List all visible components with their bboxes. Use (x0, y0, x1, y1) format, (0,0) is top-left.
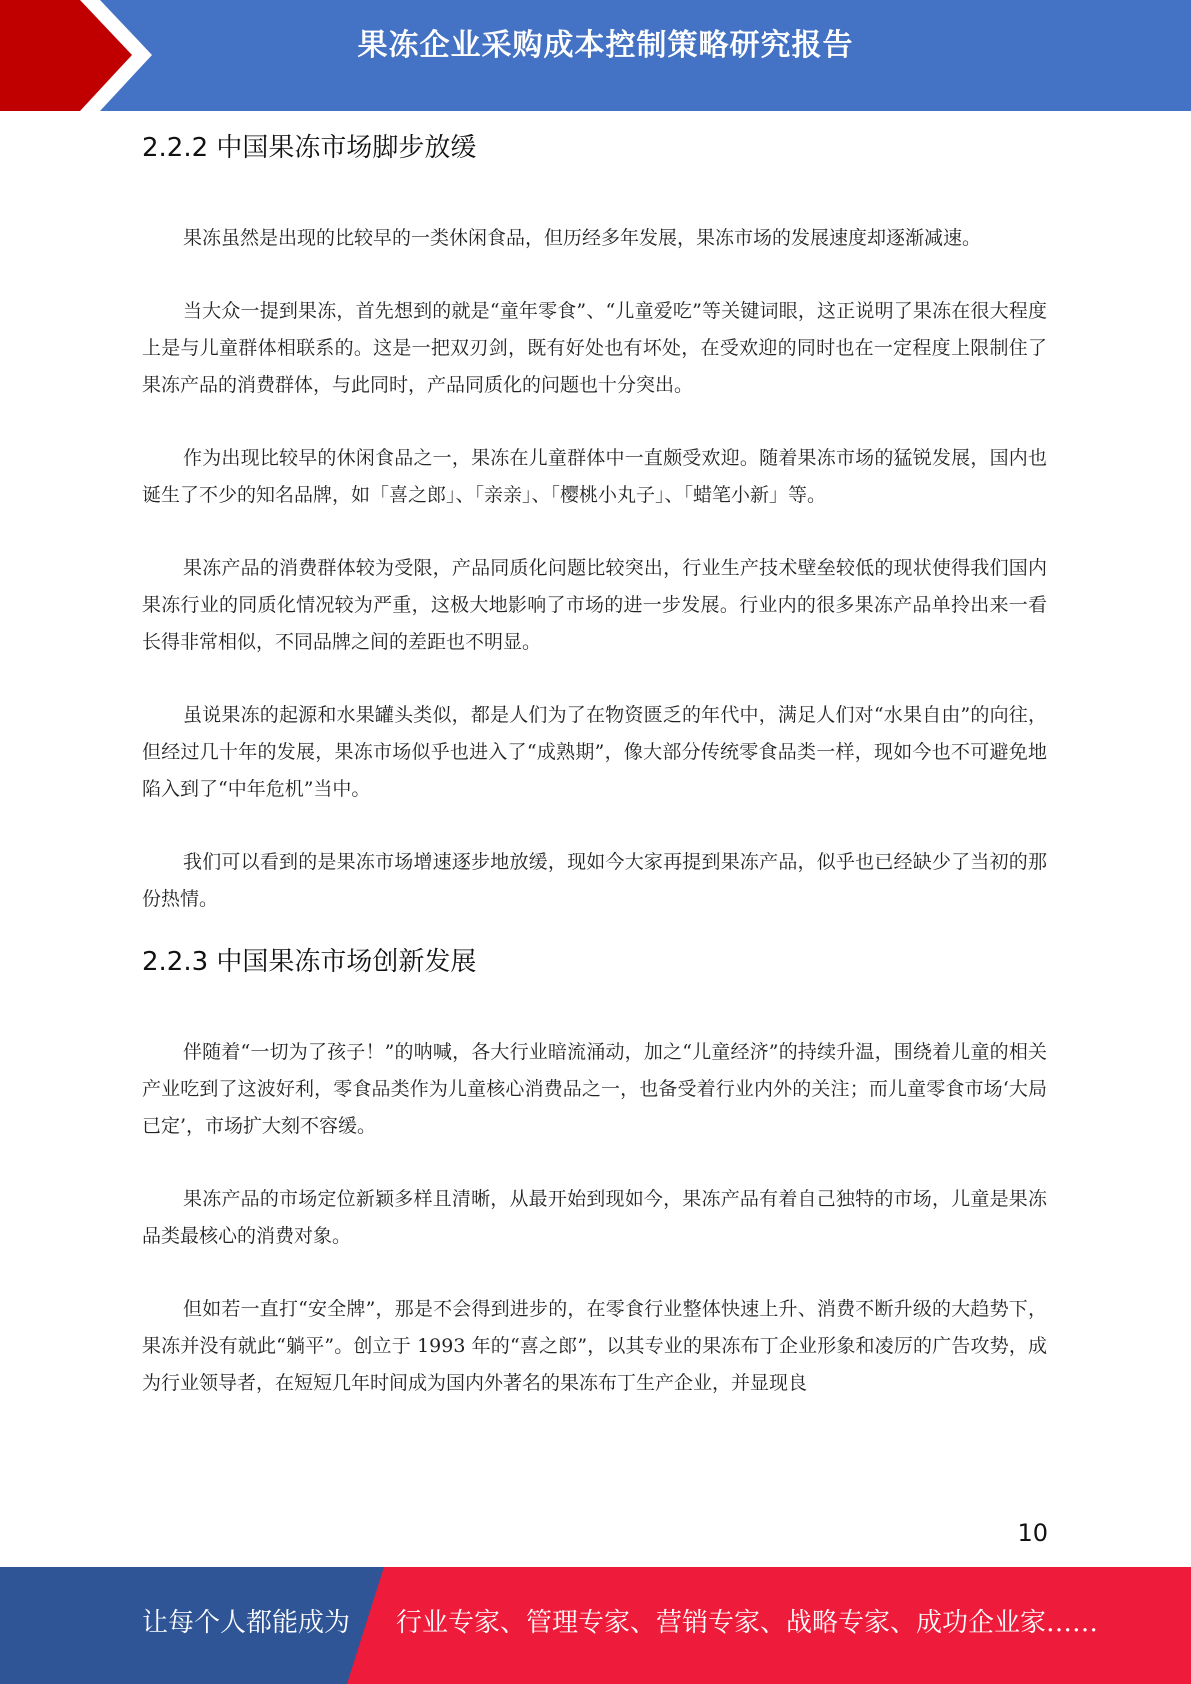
paragraph: 果冻虽然是出现的比较早的一类休闲食品，但历经多年发展，果冻市场的发展速度却逐渐减速。 (183, 227, 982, 249)
paragraph: 伴随着“一切为了孩子！”的呐喊，各大行业暗流涌动，加之“儿童经济”的持续升温，围绕着儿童的相关产业吃到了这波好利，零食品类作为儿童核心消费品之一，也备受着行业内外的关注；而儿童零食市场‘大局已定’，市场扩大刻不容缓。 (142, 1041, 1047, 1137)
page-header (0, 0, 1191, 111)
paragraph: 作为出现比较早的休闲食品之一，果冻在儿童群体中一直颇受欢迎。随着果冻市场的猛锐发展，国内也诞生了不少的知名品牌，如「喜之郎」、「亲亲」、「樱桃小丸子」、「蜡笔小新」等。 (142, 447, 1047, 506)
section-market-innovation (142, 942, 1047, 1402)
paragraph: 虽说果冻的起源和水果罐头类似，都是人们为了在物资匮乏的年代中，满足人们对“水果自由”的向往，但经过几十年的发展，果冻市场似乎也进入了“成熟期”，像大部分传统零食品类一样，现如今也不可避免地陷入到了“中年危机”当中。 (142, 704, 1047, 800)
paragraph: 但如若一直打“安全牌”，那是不会得到进步的，在零食行业整体快速上升、消费不断升级的大趋势下，果冻并没有就此“躺平”。创立于 1993 年的“喜之郎”，以其专业的果冻布丁企业形象和凌厉的广告攻势，成为行业领导者，在短短几年时间成为国内外著名的果冻布丁生产企业，并显现良 (142, 1298, 1047, 1394)
paragraph: 我们可以看到的是果冻市场增速逐步地放缓，现如今大家再提到果冻产品，似乎也已经缺少了当初的那份热情。 (142, 851, 1047, 910)
section-heading: 2.2.2 中国果冻市场脚步放缓 (142, 133, 477, 163)
paragraph: 果冻产品的消费群体较为受限，产品同质化问题比较突出，行业生产技术壁垒较低的现状使得我们国内果冻行业的同质化情况较为严重，这极大地影响了市场的进一步发展。行业内的很多果冻产品单拎出来一看长得非常相似，不同品牌之间的差距也不明显。 (142, 557, 1047, 653)
section-market-slowdown (142, 128, 1047, 918)
section-heading: 2.2.3 中国果冻市场创新发展 (142, 947, 477, 977)
footer-slogan-left: 让每个人都能成为 (142, 1608, 351, 1638)
page-content (142, 128, 1047, 1438)
paragraph: 当大众一提到果冻，首先想到的就是“童年零食”、“儿童爱吃”等关键词眼，这正说明了果冻在很大程度上是与儿童群体相联系的。这是一把双刃剑，既有好处也有坏处，在受欢迎的同时也在一定程度上限制住了果冻产品的消费群体，与此同时，产品同质化的问题也十分突出。 (142, 300, 1047, 396)
page-footer (0, 1567, 1191, 1684)
page-number: 10 (1017, 1519, 1048, 1547)
paragraph-list (142, 220, 1047, 918)
footer-slogan-right: 行业专家、管理专家、营销专家、战略专家、成功企业家…… (396, 1608, 1099, 1638)
paragraph-list (142, 1034, 1047, 1402)
paragraph: 果冻产品的市场定位新颖多样且清晰，从最开始到现如今，果冻产品有着自己独特的市场，儿童是果冻品类最核心的消费对象。 (142, 1188, 1047, 1247)
report-title: 果冻企业采购成本控制策略研究报告 (357, 28, 854, 63)
